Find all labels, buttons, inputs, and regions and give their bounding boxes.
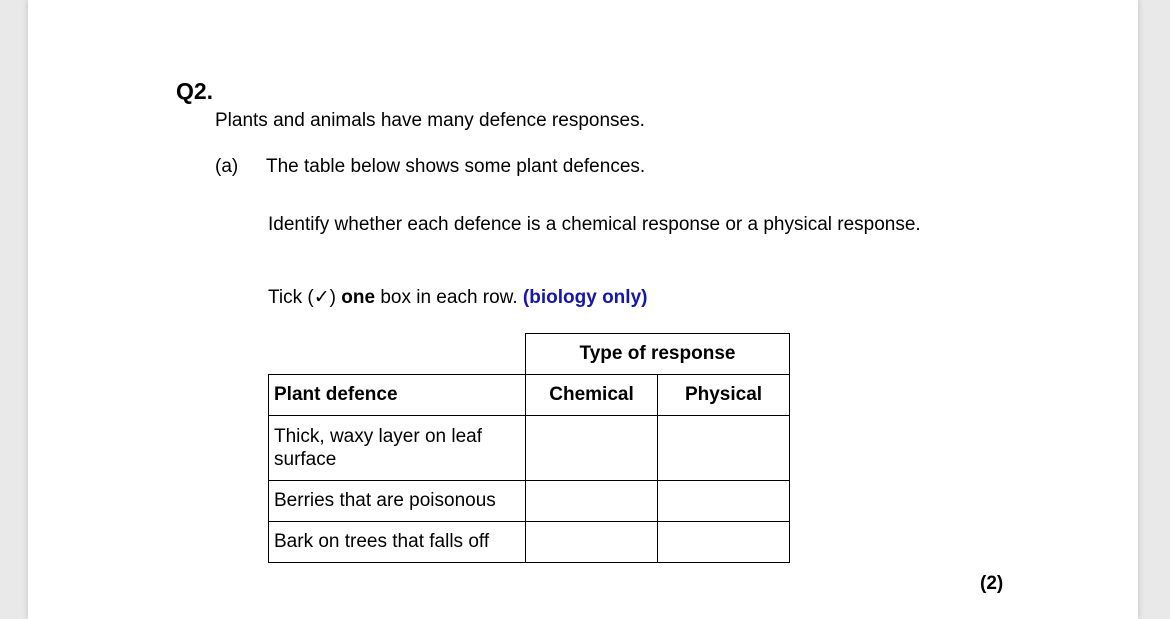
chemical-tick-box[interactable] bbox=[526, 522, 658, 563]
tick-bold: one bbox=[341, 287, 376, 308]
chemical-header: Chemical bbox=[526, 375, 658, 416]
part-label: (a) bbox=[215, 156, 239, 177]
instruction-text: Identify whether each defence is a chemical response or a physical response. bbox=[268, 214, 921, 235]
biology-only-note: (biology only) bbox=[522, 287, 648, 308]
table-row bbox=[269, 416, 790, 481]
table-row bbox=[269, 481, 790, 522]
defence-label: Thick, waxy layer on leaf surface bbox=[269, 416, 526, 481]
physical-tick-box[interactable] bbox=[658, 481, 790, 522]
physical-tick-box[interactable] bbox=[658, 522, 790, 563]
tick-suffix: box in each row. bbox=[375, 287, 523, 308]
question-intro: Plants and animals have many defence responses. bbox=[215, 110, 645, 131]
table-row bbox=[269, 522, 790, 563]
exam-page bbox=[28, 0, 1138, 619]
type-of-response-header: Type of response bbox=[526, 334, 790, 375]
part-text: The table below shows some plant defences. bbox=[266, 156, 646, 177]
physical-header: Physical bbox=[658, 375, 790, 416]
chemical-tick-box[interactable] bbox=[526, 416, 658, 481]
response-table bbox=[268, 333, 790, 563]
tick-instruction bbox=[268, 286, 647, 309]
physical-tick-box[interactable] bbox=[658, 416, 790, 481]
defence-label: Bark on trees that falls off bbox=[269, 522, 526, 563]
tick-prefix: Tick (✓) bbox=[268, 287, 342, 308]
defence-label: Berries that are poisonous bbox=[269, 481, 526, 522]
blank-cell bbox=[269, 334, 526, 375]
marks-label: (2) bbox=[980, 573, 1004, 594]
question-number: Q2. bbox=[176, 78, 214, 104]
chemical-tick-box[interactable] bbox=[526, 481, 658, 522]
plant-defence-header: Plant defence bbox=[269, 375, 526, 416]
